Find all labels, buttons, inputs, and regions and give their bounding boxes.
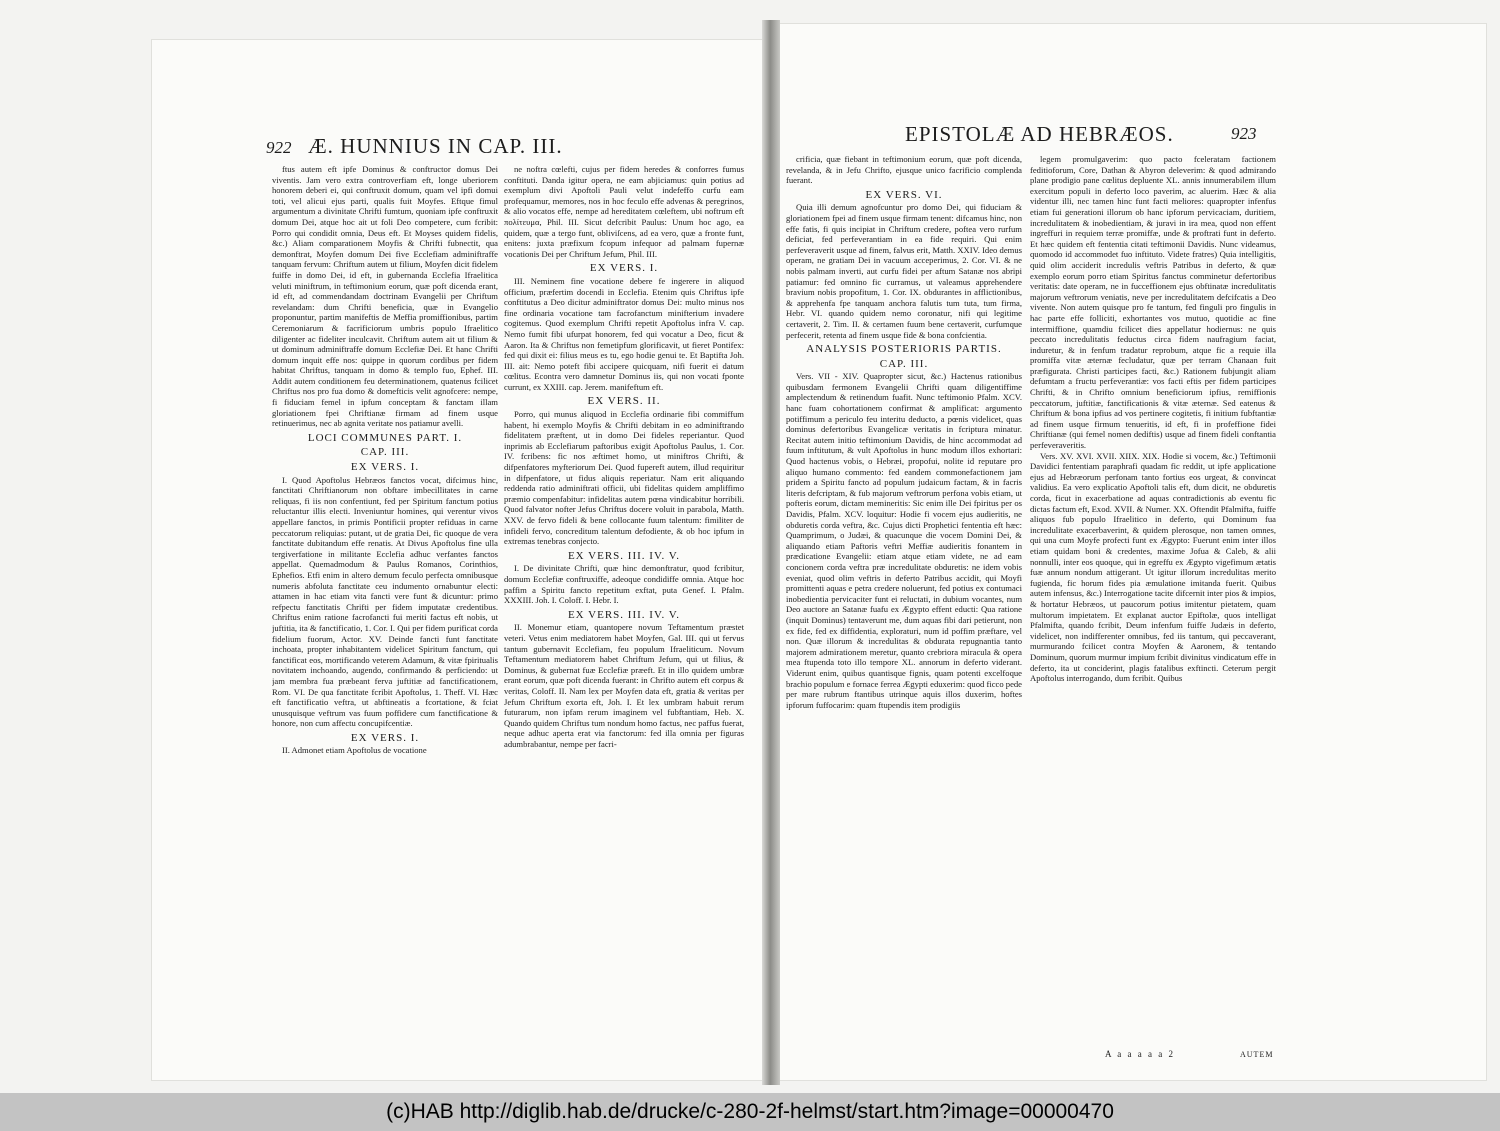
left-running-head: Æ. HUNNIUS IN CAP. III.: [308, 134, 563, 158]
section-heading: EX VERS. I.: [589, 262, 659, 275]
section-heading: LOCI COMMUNES PART. I.: [307, 431, 463, 444]
book-gutter: [762, 20, 780, 1085]
source-credit-bar: [0, 1093, 1500, 1131]
paragraph: II. Monemur etiam, quantopere novum Teftamentum præstet veteri. Vetus enim mediatorem habet Moyfen, Gal. III. qui ut fervus tantum gubernavit Ecclefiam, feu populum Ifraeliticum. Novum Teftamentum mediatorem habet Chriftum Jefum, qui ut filius, & Dominus, & gubernat fuæ Ecclefiæ præeft. Et in illo quidem umbræ erant eorum, quæ poft dicenda fuerant: in Chrifto autem eft corpus & veritas, Coloff. II. Nam lex per Moyfen data eft, gratia & veritas per Jefum Chriftum exorta eft, Joh. I. Et lex umbram habuit rerum futurarum, non ipfam rerum imaginem vel fubftantiam, Heb. X. Quando quidem Chriftus tum nondum homo factus, nec paffus fuerat, neque adhuc aperta erat via fanctorum: fed illa omnia per figuras adumbrabantur, nempe per facri-: [504, 622, 744, 749]
section-heading: ANALYSIS POSTERIORIS PARTIS.: [806, 343, 1002, 356]
paragraph: III. Neminem fine vocatione debere fe ingerere in aliquod officium, præfertim docendi in Ecclefia. Etenim quis Chriftus ipfe conftitutus a Deo dicitur adminiftrator domus Dei: multo minus nos fine ordinaria vocatione tam facrofanctum minifterium invadere cogitemus. Quod exemplum Chrifti repetit Apoftolus infra V. cap. Nemo fumit fibi ufurpat honorem, fed qui vocatur a Deo, ficut & Aaron. Ita & Chriftus non femetipfum glorificavit, ut fieret Pontifex: fed qui dixit ei: filius meus es tu, ego hodie genui te. Et Baptifta Joh. III. ait: Nemo poteft fibi accipere quicquam, nifi fuerit ei datum cœlitus. Econtra vero damnetur Dominus iis, qui non vocati fponte currunt, ex XXIII. cap. Jerem. manifeftum eft.: [504, 275, 744, 392]
source-credit-text: (c)HAB http://diglib.hab.de/drucke/c-280-2f-helmst/start.htm?image=00000470: [386, 1100, 1114, 1123]
left-column-2: [504, 164, 744, 1059]
paragraph: II. Admonet etiam Apoftolus de vocatione: [282, 745, 427, 756]
section-heading: EX VERS. I.: [350, 731, 420, 744]
right-column-1: [786, 154, 1022, 1047]
left-page-number: 922: [266, 138, 292, 157]
paragraph: crificia, quæ fiebant in teftimonium eorum, quæ poft dicenda, revelanda, & in Jefu Chrifto, ejusque unico facrificio complenda fuerant.: [786, 154, 1022, 186]
section-heading: CAP. III.: [879, 357, 929, 370]
catchword: AUTEM: [1240, 1050, 1274, 1059]
right-column-2: [1030, 154, 1276, 1047]
paragraph: I. Quod Apoftolus Hebræos fanctos vocat, difcimus hinc, fanctitati Chriftianorum non obftare imbecillitates in carne reliquas, fi iis non confentiunt, fed per Spiritum fanctum potius reluctantur illis electi. Inveniuntur homines, qui verentur vivos appellare fanctos, in primis Pontificii propter refiduas in carne peccatorum reliquias: putant, ut de gratia Dei, fic quoque de vera fanctitate dubitandum effe renatis. At Divus Apoftolus fine ulla tergiverfatione in militante Ecclefia adhuc verfantes fanctos appellat. Quemadmodum & Paulus Romanos, Corinthios, Ephefios. Etfi enim in altero demum feculo perfecta omnibusque numeris abfoluta fanctitate ceu indumento ornabuntur electi: attamen in hac etiam vita fancti vere funt & dicuntur: primo refpectu fanctitatis Chrifti per fidem imputatæ credentibus. Chriftus enim ratione facrofancti fui meriti factus eft nobis, ut juftitia, ita & fanctificatio, 1. Cor. I. Qui per fidem purificat corda fidelium fuorum, Actor. XV. Deinde fancti funt fanctitate inchoata, propter inhabitantem videlicet Spiritum fanctum, qui fanctificat eos, mortificando veterem Adamum, & vitæ fpiritualis novitatem inchoando, augendo, confirmando & perficiendo: ut jam membra fua præbeant ferva juftitiæ ad fanctificationem, Rom. VI. De qua fanctitate fcribit Apoftolus, 1. Theff. VI. Hæc eft fanctificatio veftra, ut abftineatis a fcortatione, & fciat unusquisque veftrum vas fuum poffidere cum fanctificatione & honore, non cum affectu concupifcentiæ.: [272, 474, 498, 729]
section-heading: CAP. III.: [360, 446, 410, 459]
section-heading: EX VERS. VI.: [865, 188, 943, 201]
paragraph: Porro, qui munus aliquod in Ecclefia ordinarie fibi commiffum habent, hi exemplo Moyfis & Chrifti debitam in eo adminiftrando fidelitatem præftent, ut in domo Dei fideles reperiantur. Quod inprimis ab Ecclefiarum paftoribus exigit Apoftolus Paulus, 1. Cor. IV. fcribens: fic nos æftimet homo, ut miniftros Chrifti, & difpenfatores myfteriorum Dei. Quod fupereft autem, illud requiritur in difpenfatore, ut fidus aliquis reperiatur. Nam erit aliquando reddenda ratio adminiftrati officii, ubi fidelitas quidem ampliffimo præmio compenfabitur: infidelitas autem pœna vindicabitur horribili. Quod falvator nofter Jefus Chriftus docere voluit in parabola, Matth. XXV. de fervo fideli & bene collocante fuum talentum: fimiliter de infideli fervo, concreditum talentum defodiente, & ob hoc ipfum in extremas tenebras conjecto.: [504, 409, 744, 547]
left-column-1: [272, 164, 498, 1059]
paragraph: ftus autem eft ipfe Dominus & conftructor domus Dei viventis. Jam vero extra controverfiam eft, longe uberiorem honorem deberi ei, qui conftruxit domum, quam vel ipfi domui toti, vel alicui ejus parti, qualis fuit Moyfes. Eftque fimul argumentum a divinitate Chrifti fumtum, quoniam ipfe conftruxit domum Dei, atque hoc ait ut foli Deo competere, cum fcribit: Porro qui condidit omnia, Deus eft. Et Moyses quidem fidelis, &c.) Aliam comparationem Moyfis & Chrifti fubnectit, qua demonftrat, Moyfen domum Dei five Ecclefiam adminiftraffe tanquam fervum: Chriftum autem ut filium, Moyfen dicit fidelem fuiffe in domo Dei, id eft, in gubernanda Ecclefia Ifraelitica veluti miniftrum, in teftimonium eorum, quæ poft dicenda erant, id eft, ad commendandam doctrinam Evangelii per Chriftum revelandam: dum Chrifti beneficia, quæ in Evangelio proponuntur, partim manifeftis de Meffia promiffionibus, partim Ceremoniarum & facrificiorum umbris populo Ifraelitico diligenter ac fideliter inculcavit. Chriftum autem ait ut filium & ut dominum adminiftraffe domum Ecclefiæ Dei. Et hanc Chrifti domum inquit effe nos: quippe in quorum cordibus per fidem habitat Chriftus, tanquam in domo & templo fuo, Ephef. III. Addit autem conditionem feu determinationem, quatenus fcilicet Chriftus nos pro fua domo & domefticis velit agnofcere: nempe, fi fiduciam femel in ipfum conceptam & fanctam illam gloriationem fpei Chriftianæ firmam ad finem usque retinuerimus, nec ab agnita veritate nos patiamur avelli.: [272, 164, 498, 429]
paragraph: Vers. XV. XVI. XVII. XIIX. XIX. Hodie si vocem, &c.) Teftimonii Davidici fententiam paraphrafi quadam fic reddit, ut ipfe applicatione ejus ad Hebræorum perfonam tanto fortius eos urgeat, & convincat validius. Ea vero explicatio Apoftoli talis eft, dum dicit, ne obduretis corda, ficut in exacerbatione ad aquas contradictionis ab eventu fic dictas factum eft, Exod. XVII. & Numer. XX. Oftendit Pfalmifta, fuiffe aliquos fub populo Ifraelitico in deferto, qui Dominum fua incredulitate exacerbaverint, & quidem plerosque, non tamen omnes, qui una cum Moyfe profecti funt ex Ægypto: Fuerunt enim inter illos etiam quidam boni & credentes, maxime Jofua & Caleb, & alii nonnulli, inter eos quoque, qui in egreffu ex Ægypto vigefimum ætatis fuæ annum nondum attigerant. Ut igitur illorum incredulitas merito fugienda, fic horum fides pia æmulatione imitanda fuerit. Quibus autem infensus, &c.) Interrogatione tacite difcernit inter pios & impios, & hortatur Hebræos, ut paucorum potius imitentur pietatem, quam multorum impietatem. Et explanat auctor Epiftolæ, quos intelligat Pfalmifta, quando fcribit, Deum infenfum fuiffe Judæis in deferto, videlicet, non indifferenter omnibus, fed iis tantum, qui peccaverant, murmurando fcilicet contra Moyfen & Aaronem, & tentando Dominum, quorum murmur impium fcribit divinitus vindicatum effe in deferto, ita ut conciderint, plagis fatalibus exftincti. Ceterum pergit Apoftolus interrogando, dum fcribit. Quibus: [1030, 450, 1276, 684]
right-page-number: 923: [1231, 124, 1257, 143]
section-heading: EX VERS. II.: [587, 395, 661, 408]
section-heading: EX VERS. III. IV. V.: [567, 608, 681, 621]
paragraph: I. De divinitate Chrifti, quæ hinc demonftratur, quod fcribitur, domum Ecclefiæ conftruxiffe, adeoque condidiffe omnia. Atque hoc paffim a Spiritu fancto repetitum exftat, puta Genef. I. Pfalm. XXXIII. Joh. I. Coloff. I. Hebr. I.: [504, 563, 744, 606]
paragraph: legem promulgaverim: quo pacto fceleratam factionem feditioforum, Core, Dathan & Abyron deleverim: & quod admirando plane prodigio pane cœlitus depluente XL. annis innumerabilem illum exercitum populi in deferto loco paverim, ac aluerim. Hæc & alia videntur illi, nec tamen hinc funt facti meliores: quapropter infenfus etiam fui generationi illorum ob hanc ipforum pervicaciam, duritiem, incredulitatem & inobedientiam, & juravi in ira mea, quod non effent ingreffuri in requiem terræ promiffæ, unde & proftrati funt in deferto. Et hæc quidem eft fententia citati teftimonii Davidis. Nunc videamus, quomodo id accommodet fuo inftituto. Videte fratres) Quia intelligitis, quid olim acciderit incredulis veftris Patribus in deferto, & quæ exemplo eorum porro etiam Spiritus fanctus comminetur defertoribus veritatis: date operam, ne in fucceffionem ejus obftinatæ incredulitatis majorum veftrorum veniatis, neve per incredulitatem defcifcatis a Deo vivente. Non autem quisque pro fe tantum, fed finguli pro fingulis in hac parte effe folliciti, exhortantes vos mutuo, quotidie ac fine intermiffione, quamdiu fcilicet dies appellatur hodiernus: ne quis peccato incredulitatis feductus circa fidem naufragium faciat, induretur, & in fenfum tradatur reprobum, atque fic a requie illa promiffa vitæ æternæ fecludatur, quæ per terram Chanaan fuit præfigurata. Christi participes facti, &c.) Rationem fubjungit aliam defumtam a fructu perfeverantiæ: vos facti eftis per fidem participes Chrifti, & in Chrifto omnium beneficiorum ipfius, remiffionis peccatorum, juftitiæ, fanctificationis & vitæ æternæ. Sed eatenus & Chriftum & bona ipfius ad vos pertinere cogitetis, fi initium fubftantiæ ad finem usque firmum tenueritis, id eft, fi in profeffione fidei Chriftianæ (qui femel nomen dediftis) usque ad finem fideli conftantia perfeveraveritis.: [1030, 154, 1276, 451]
section-heading: EX VERS. III. IV. V.: [567, 549, 681, 562]
section-heading: EX VERS. I.: [350, 461, 420, 474]
signature-mark: A a a a a a 2: [1105, 1049, 1175, 1059]
right-running-head: EPISTOLÆ AD HEBRÆOS.: [905, 122, 1174, 146]
paragraph: ne noftra cœlefti, cujus per fidem heredes & conforres fumus conftituti. Danda igitur opera, ne eam abjiciamus: quin potius ad exemplum divi Apoftoli Pauli velut indefeffo curfu eam profequamur, memores, nos in hoc feculo effe advenas & peregrinos, & alio vocatos effe, nempe ad hereditatem cœleftem, ubi noftrum eft πολίτευμα, Phil. III. Sicut defcribit Paulus: Unum hoc ago, ea quidem, quæ a tergo funt, obliviſcens, ad ea vero, quæ a fronte funt, enitens: juxta præfixum fcopum infequor ad palmam fupernæ vocationis Dei per Chriftum Jefum, Phil. III.: [504, 164, 744, 259]
paragraph: Quia illi demum agnofcuntur pro domo Dei, qui fiduciam & gloriationem fpei ad finem usque firmam tenent: difcamus hinc, non effe fatis, fi quis incipiat in Chriftum credere, poftea vero rurfum deficiat, fed perfeverantiam in ea fide requiri. Qui enim perfeveraverit usque ad finem, falvus erit, Matth. XXIV. Ideo demus operam, ne gratiam Dei in vacuum acceperimus, 2. Cor. VI. & ne nobis palmam inverti, aut curfu fidei per aftum Satanæ nos abripi patiamur: fed omnino fic curramus, ut valeamus apprehendere bravium nobis propofitum, 1. Cor. IX. obdurantes in afflictionibus, & apprehenfa fpe tanquam anchora falutis tum tuta, tum firma, Hebr. VI. quando quidem nemo coronatur, nifi qui legitime certaverit, 2. Tim. II. & certamen fuum bene certaverit, curfumque perfecerit, retenta ad finem usque fide & bona confcientia.: [786, 202, 1022, 340]
paragraph: Vers. VII - XIV. Quapropter sicut, &c.) Hactenus rationibus quibusdam fermonem Evangelii Chrifti quam diligentiffime amplectendum & retinendum fuafit. Nunc teftimonio Pfalm. XCV. hanc fuam cohortationem confirmat & amplificat: argumento potiffimum a periculo feu interitu deducto, a pœnis videlicet, quas dominus defertoribus Evangelicæ veritatis in fcriptura minatur. Recitat autem initio teftimonium Davidis, de hinc accommodat ad fuum inftitutum, & vult Apoftolus in hunc modum illos exhortari: Quod hactenus vobis, o Hebræi, propofui, nolite id reputare pro aliquo humano commento: fed eandem commonefactionem jam pridem a Spiritu fancto ad populum judaicum factam, & in facris literis defcriptam, & fub majorum veftrorum perfona vobis etiam, ut pofteris eorum, dictam memineritis: Sic enim ille Dei fpiritus per os Davidis, Pfalm. XCV. loquitur: Hodie fi vocem ejus audieritis, ne obduretis corda veftra, &c. Cujus dicti Prophetici fententia eft hæc: Quamprimum, o Judæi, & quacunque die vocem Domini Dei, & aliquando etiam Paftoris veftri Meffiæ audieritis fonantem in prædicatione Evangelii: etiam atque etiam videte, ne ad eam concionem corda veftra præ incredulitate obduretis: ne idem vobis eveniat, quod olim veftris in deferto Patribus accidit, qui Moyfi promittenti aquas e petra credere noluerunt, fed potius ex contumaci inobedientia pervicaciter funt ei reluctati, in dubium vocantes, num Deo auctore an Satanæ fuafu ex Ægypto effent educti: Qua ratione (inquit Dominus) tentaverunt me, dum aquas fibi dari petierunt, non ex fide, fed ex diffidentia, exploraturi, num id poffim præftare, vel non. Quæ illorum & incredulitas & obdurata repugnantia tanto majorem admirationem meretur, quanto crebriora miracula & opera mea ftupenda toto illo tempore XL. annorum in deferto viderant. Viderunt enim, quibus quantisque fignis, quam potenti excelfoque brachio populum e fornace ferrea Ægypti eduxerim: quod ficco pede per mare rubrum ftantibus utrinque aquis illos duxerim, hoftes ipforum fuffocarim: quam ftupendis item prodigiis: [786, 371, 1022, 710]
